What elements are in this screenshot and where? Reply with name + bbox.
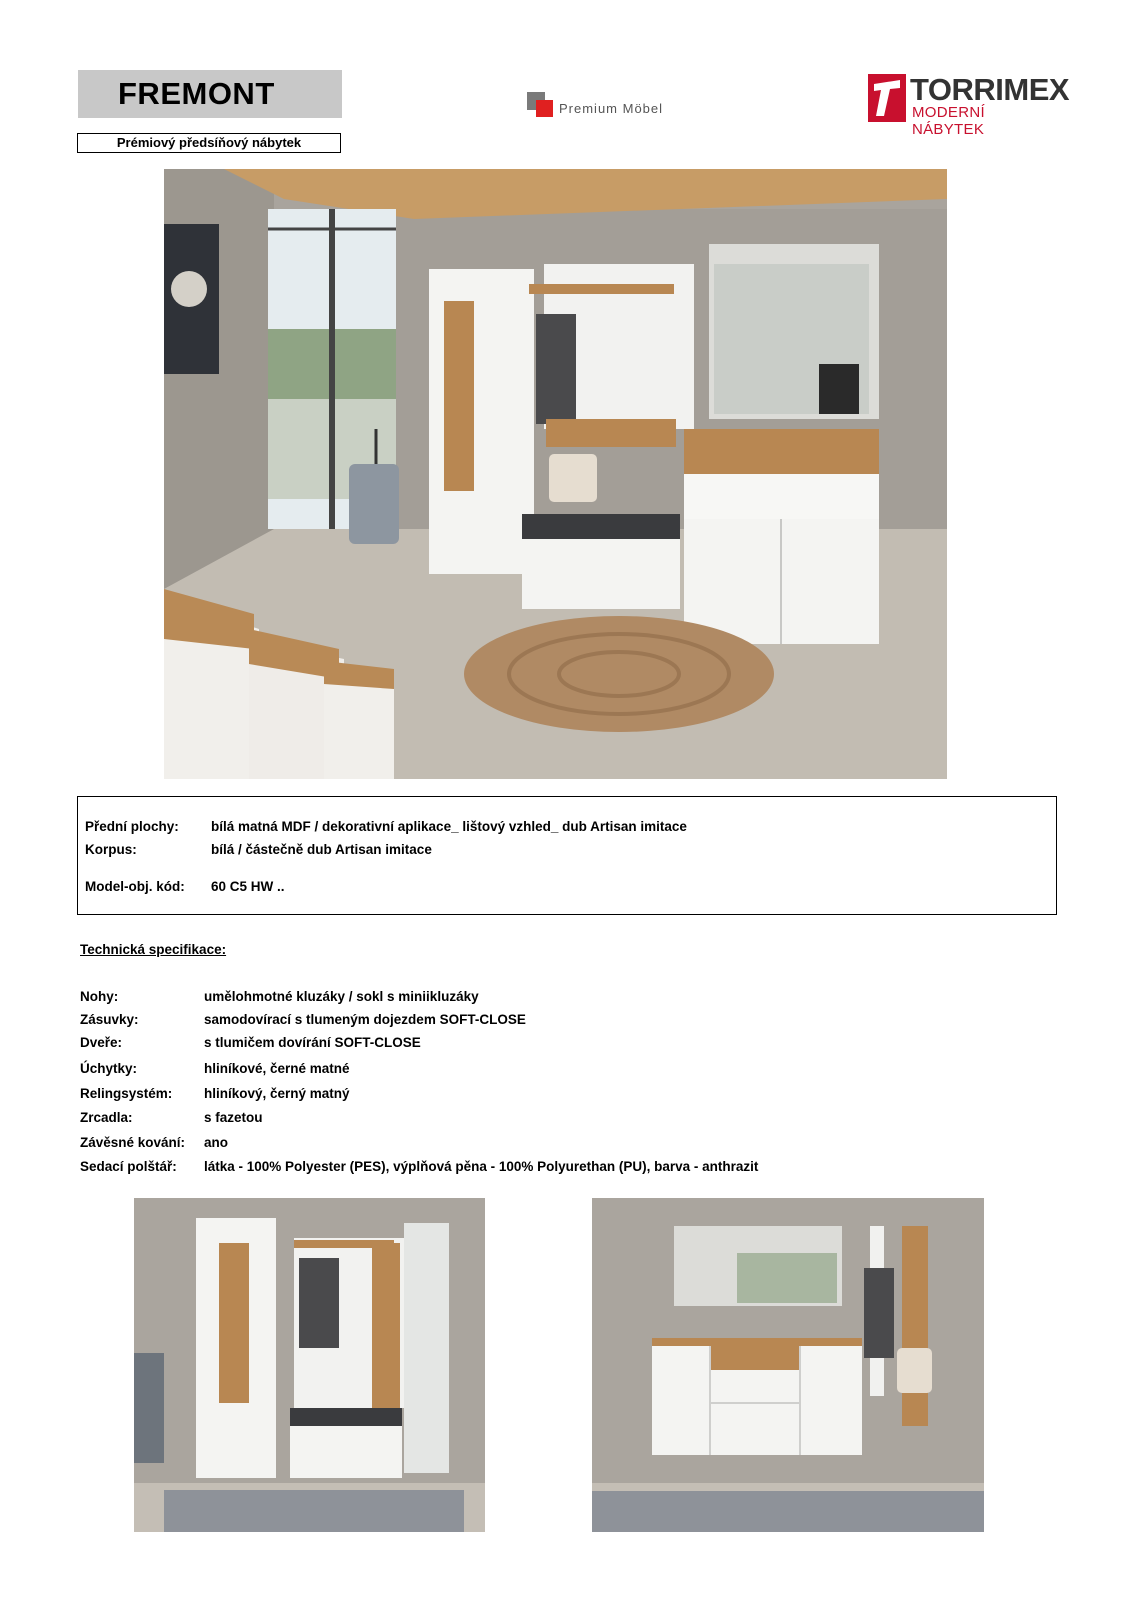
info-box: [77, 796, 1057, 915]
spec-label: Zásuvky:: [80, 1012, 139, 1027]
product-photo-left: [134, 1198, 485, 1532]
info-value: bílá / částečně dub Artisan imitace: [211, 842, 432, 857]
premium-mobel-logo: [527, 92, 687, 122]
info-label: Model-obj. kód:: [85, 879, 185, 894]
spec-label: Zrcadla:: [80, 1110, 133, 1125]
spec-row: [80, 1035, 980, 1055]
premium-mobel-logo-icon: [527, 92, 555, 118]
spec-row: [80, 1086, 980, 1106]
info-label: Korpus:: [85, 842, 137, 857]
torrimex-tagline: MODERNÍ NÁBYTEK: [912, 104, 985, 138]
spec-label: Dveře:: [80, 1035, 123, 1050]
spec-row: [80, 1135, 980, 1155]
torrimex-logo-icon: [868, 74, 906, 122]
spec-heading: Technická specifikace:: [80, 942, 227, 957]
spec-label: Relingsystém:: [80, 1086, 173, 1101]
spec-value: látka - 100% Polyester (PES), výplňová pěna - 100% Polyurethan (PU), barva - anthrazit: [204, 1159, 759, 1174]
product-photo-right: [592, 1198, 984, 1532]
premium-mobel-text: Premium Möbel: [559, 101, 664, 116]
spec-value: samodovírací s tlumeným dojezdem SOFT-CLOSE: [204, 1012, 526, 1027]
spec-label: Úchytky:: [80, 1061, 138, 1076]
torrimex-name: TORRIMEX: [910, 72, 1070, 107]
spec-row: [80, 1110, 980, 1130]
info-value: bílá matná MDF / dekorativní aplikace_ lištový vzhled_ dub Artisan imitace: [211, 819, 687, 834]
spec-value: s fazetou: [204, 1110, 263, 1125]
info-label: Přední plochy:: [85, 819, 179, 834]
spec-row: [80, 1012, 980, 1032]
spec-value: hliníkové, černé matné: [204, 1061, 350, 1076]
spec-row: [80, 1159, 980, 1179]
spec-value: s tlumičem dovírání SOFT-CLOSE: [204, 1035, 421, 1050]
spec-label: Závěsné kování:: [80, 1135, 186, 1150]
spec-row: [80, 1061, 980, 1081]
page-title: FREMONT: [118, 76, 275, 111]
page-subtitle: Prémiový předsíňový nábytek: [77, 133, 341, 153]
spec-label: Sedací polštář:: [80, 1159, 177, 1174]
spec-value: ano: [204, 1135, 229, 1150]
spec-row: [80, 989, 980, 1009]
torrimex-logo: [868, 72, 1070, 138]
spec-value: umělohmotné kluzáky / sokl s miniikluzáky: [204, 989, 479, 1004]
main-product-photo: [164, 169, 947, 779]
spec-label: Nohy:: [80, 989, 119, 1004]
info-value: 60 C5 HW ..: [211, 879, 285, 894]
spec-value: hliníkový, černý matný: [204, 1086, 350, 1101]
title-box: [78, 70, 342, 118]
